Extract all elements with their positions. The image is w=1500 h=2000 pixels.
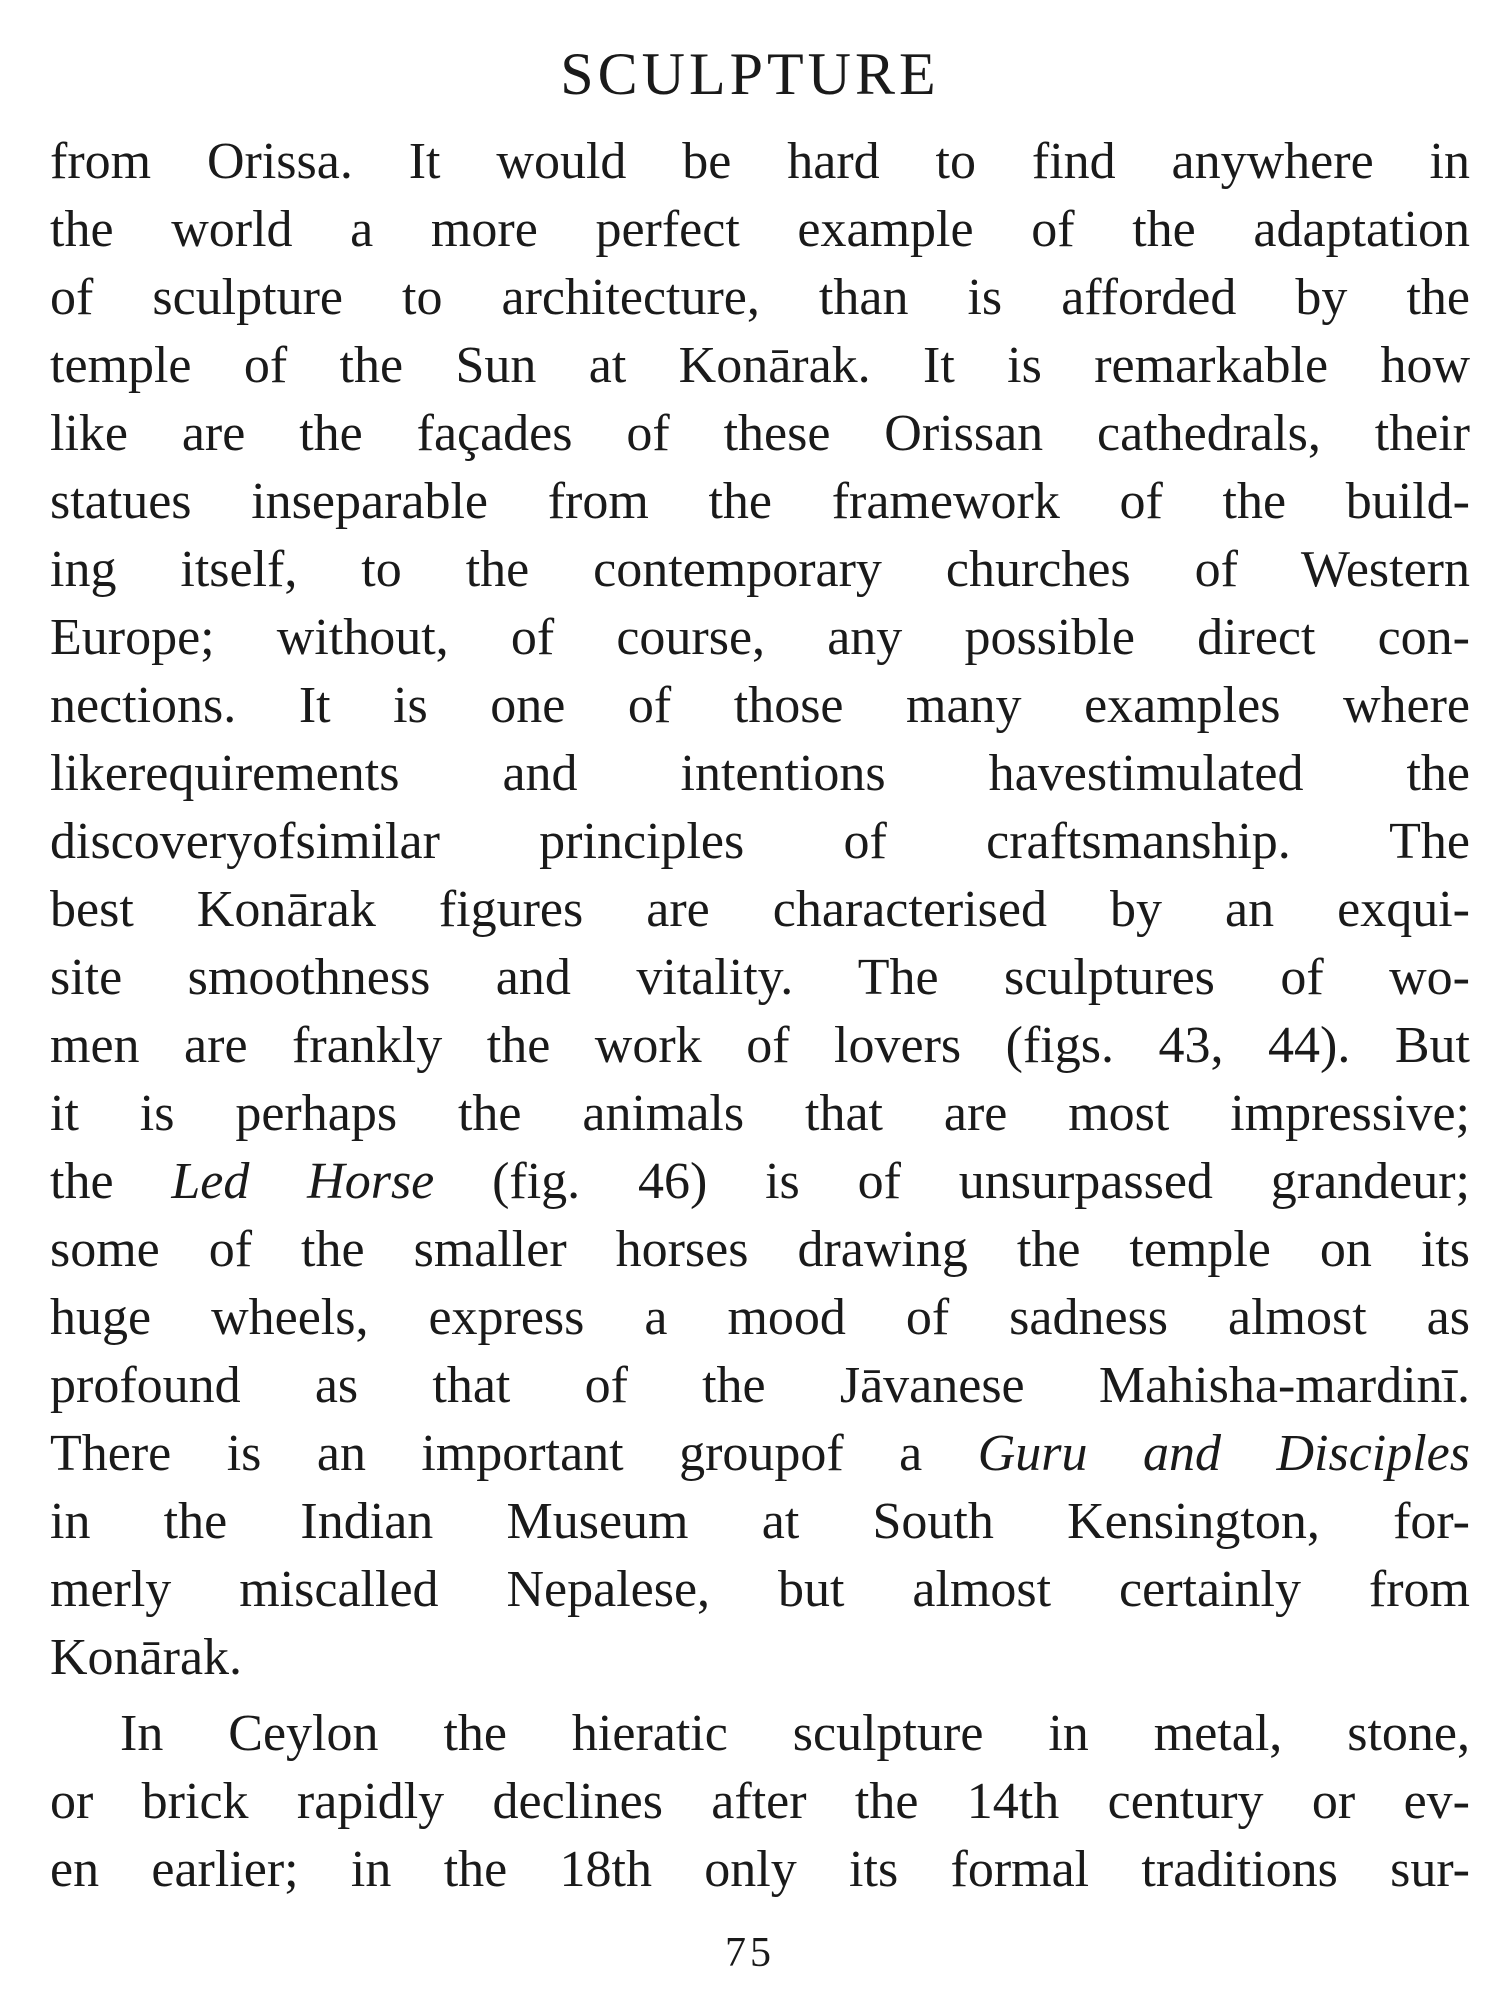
- text-segment: the: [50, 1153, 172, 1210]
- text-segment: discoveryofsimilar principles of craftsmanship. The: [50, 813, 1470, 870]
- text-segment: Europe; without, of course, any possible direct con-: [50, 609, 1470, 666]
- text-line: [50, 128, 1470, 196]
- text-segment: in the Indian Museum at South Kensington, for-: [50, 1493, 1470, 1550]
- text-line: [50, 264, 1470, 332]
- text-segment: of sculpture to architecture, than is afforded by the: [50, 269, 1470, 326]
- text-segment: the world a more perfect example of the adaptation: [50, 201, 1470, 258]
- text-segment: temple of the Sun at Konārak. It is remarkable how: [50, 337, 1470, 394]
- paragraph: [50, 1700, 1470, 1904]
- page-number: 75: [725, 1930, 775, 1976]
- text-segment: like are the façades of these Orissan cathedrals, their: [50, 405, 1470, 462]
- text-line: [50, 1216, 1470, 1284]
- text-line: [50, 536, 1470, 604]
- body-text: [50, 128, 1470, 1904]
- text-line: [50, 1836, 1470, 1904]
- italic-title: Led Horse: [171, 1153, 435, 1210]
- text-line: [50, 196, 1470, 264]
- text-line: [50, 740, 1470, 808]
- paragraph: [50, 128, 1470, 1692]
- text-line: [50, 944, 1470, 1012]
- text-line: [50, 1080, 1470, 1148]
- text-line: [50, 1284, 1470, 1352]
- text-segment: it is perhaps the animals that are most impressive;: [50, 1085, 1470, 1142]
- text-segment: nections. It is one of those many examples where: [50, 677, 1470, 734]
- text-line: [50, 808, 1470, 876]
- text-line: [50, 332, 1470, 400]
- text-line: [50, 1148, 1470, 1216]
- text-line: [50, 1012, 1470, 1080]
- text-segment: In Ceylon the hieratic sculpture in metal, stone,: [120, 1705, 1470, 1762]
- text-segment: site smoothness and vitality. The sculptures of wo-: [50, 949, 1470, 1006]
- text-segment: men are frankly the work of lovers (figs. 43, 44). But: [50, 1017, 1470, 1074]
- text-segment: statues inseparable from the framework of the build-: [50, 473, 1470, 530]
- text-line: [50, 604, 1470, 672]
- text-line: [50, 468, 1470, 536]
- text-line: [50, 1556, 1470, 1624]
- text-line: [50, 400, 1470, 468]
- text-segment: from Orissa. It would be hard to find anywhere in: [50, 133, 1470, 190]
- running-head: SCULPTURE: [560, 41, 940, 107]
- text-line: [50, 672, 1470, 740]
- text-line: [50, 1624, 1470, 1692]
- text-line: [50, 1768, 1470, 1836]
- text-segment: huge wheels, express a mood of sadness almost as: [50, 1289, 1470, 1346]
- text-line: [50, 1352, 1470, 1420]
- text-line: [50, 876, 1470, 944]
- text-segment: best Konārak figures are characterised by an exqui-: [50, 881, 1470, 938]
- text-segment: or brick rapidly declines after the 14th century or ev-: [50, 1773, 1470, 1830]
- text-segment: Konārak.: [50, 1629, 243, 1686]
- text-line: [50, 1488, 1470, 1556]
- text-segment: profound as that of the Jāvanese Mahisha-mardinī.: [50, 1357, 1470, 1414]
- text-segment: ing itself, to the contemporary churches of Western: [50, 541, 1470, 598]
- text-segment: merly miscalled Nepalese, but almost certainly from: [50, 1561, 1470, 1618]
- text-segment: some of the smaller horses drawing the temple on its: [50, 1221, 1470, 1278]
- text-line: [50, 1700, 1470, 1768]
- text-segment: There is an important groupof a: [50, 1425, 978, 1482]
- text-segment: en earlier; in the 18th only its formal traditions sur-: [50, 1841, 1470, 1898]
- text-line: [50, 1420, 1470, 1488]
- italic-title: Guru and Disciples: [977, 1425, 1470, 1482]
- text-segment: (fig. 46) is of unsurpassed grandeur;: [434, 1153, 1470, 1210]
- text-segment: likerequirements and intentions havestimulated the: [50, 745, 1470, 802]
